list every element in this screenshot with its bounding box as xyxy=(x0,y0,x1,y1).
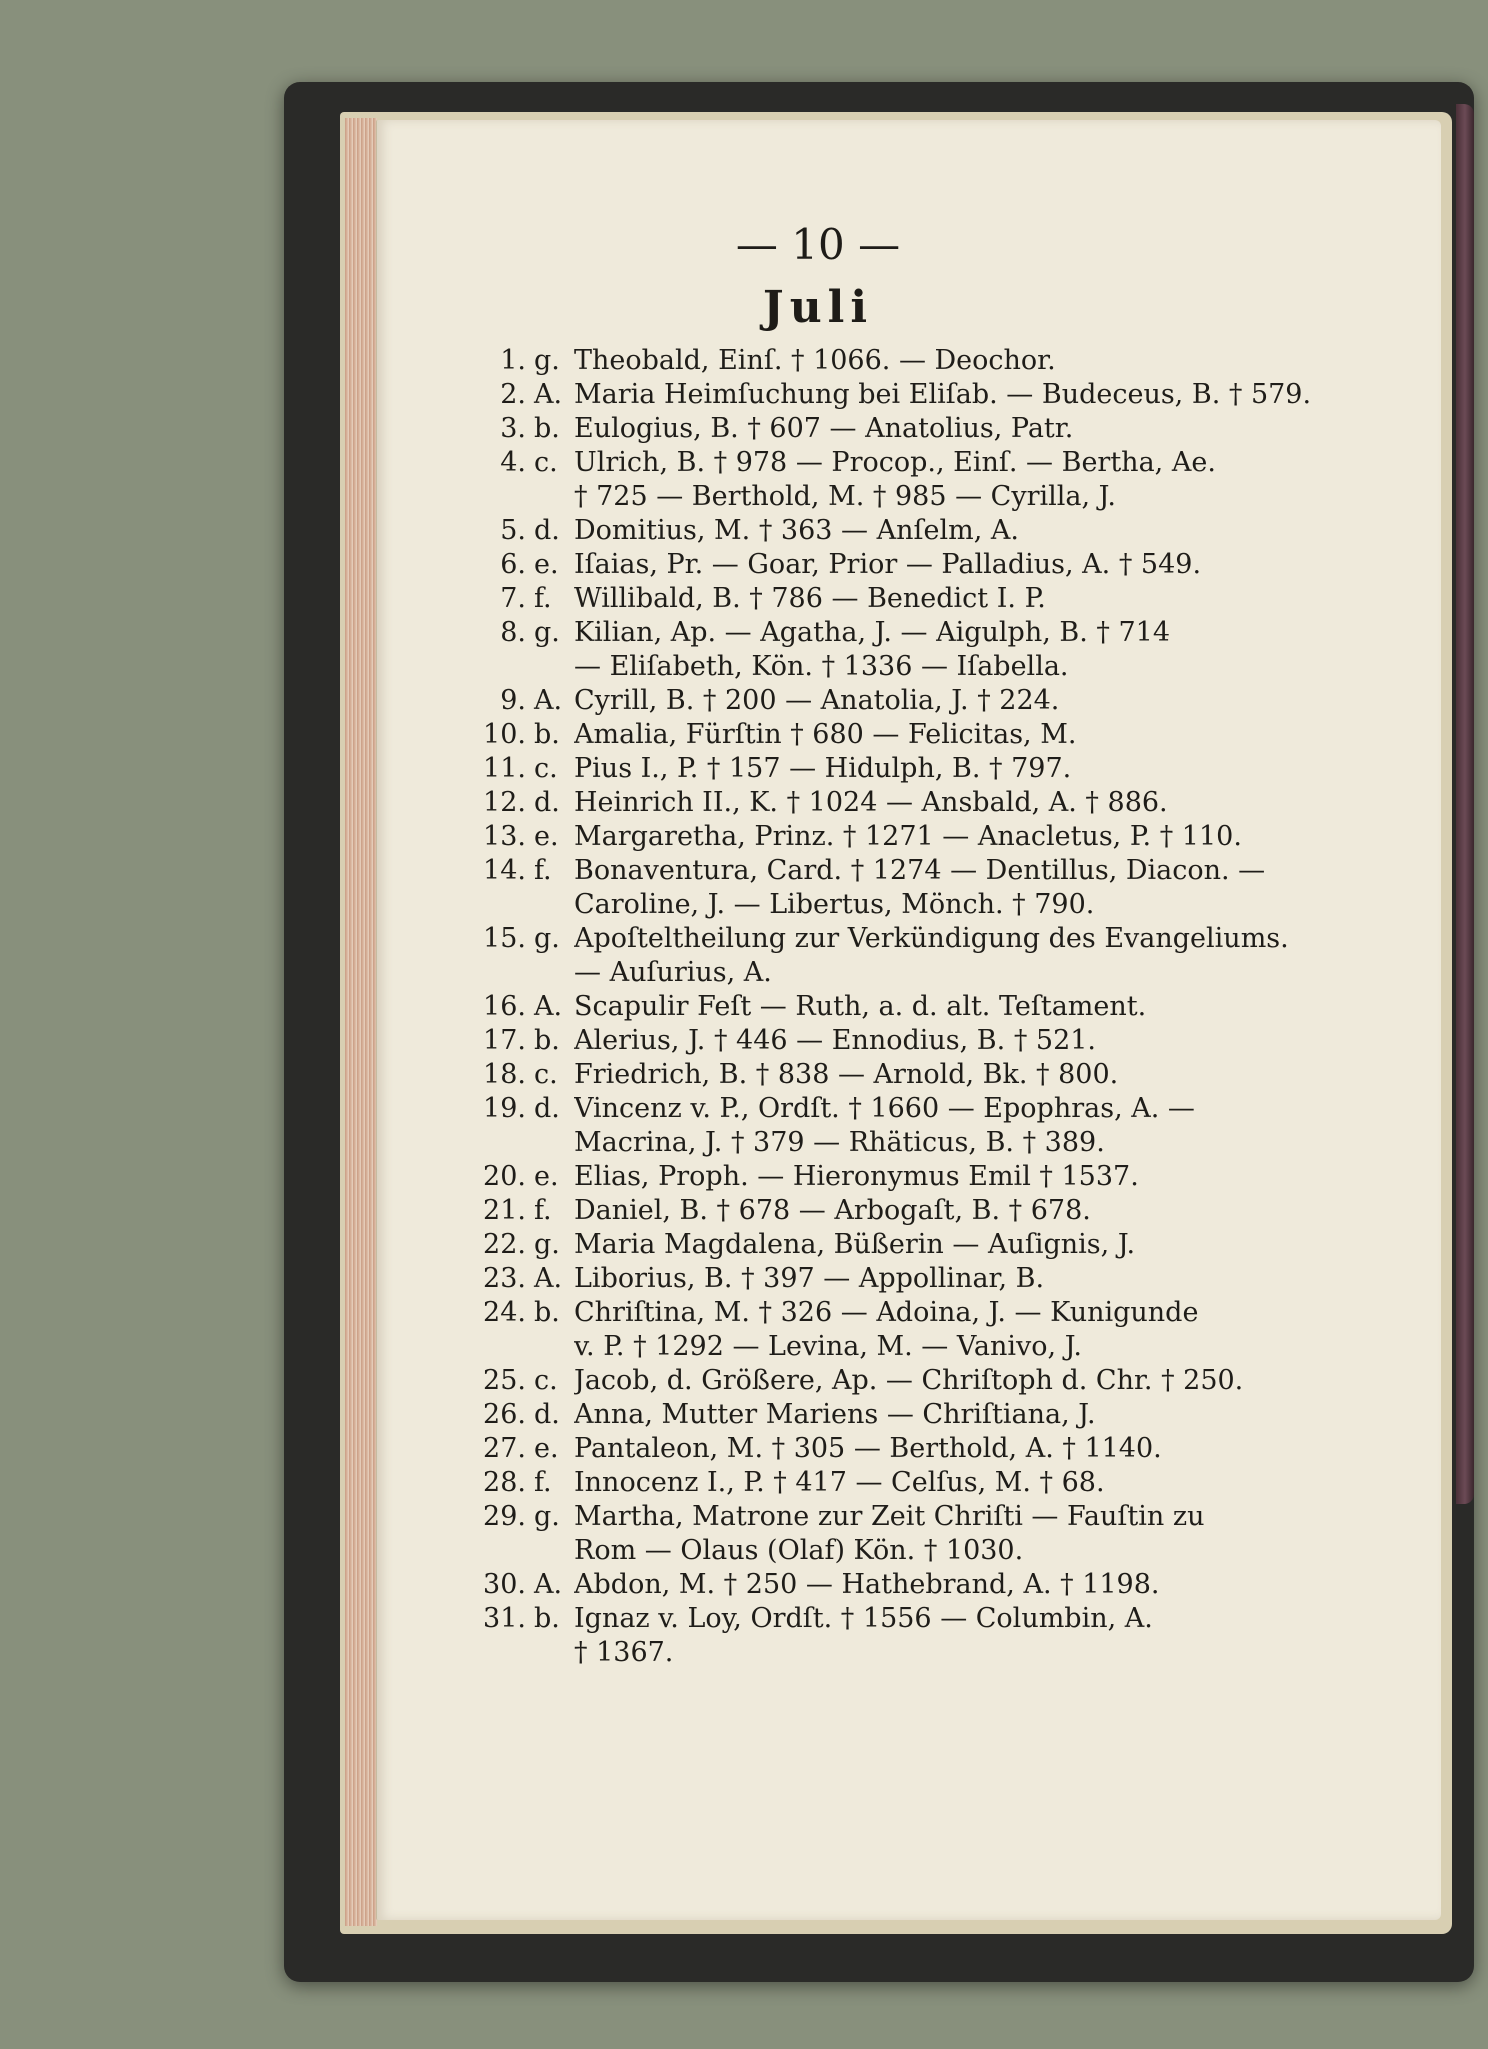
entry-day-number: 25. xyxy=(483,1365,526,1396)
entry-text: Pius I., P. † 157 — Hidulph, B. † 797. xyxy=(574,753,1072,784)
entry-text: v. P. † 1292 — Levina, M. — Vanivo, J. xyxy=(574,1331,1083,1362)
entry-text: Kilian, Ap. — Agatha, J. — Aigulph, B. † 714 xyxy=(574,617,1171,648)
page-number: — 10 — xyxy=(735,220,901,269)
entry-dominical-letter: c. xyxy=(534,447,558,478)
calendar-entry xyxy=(476,1432,1376,1466)
calendar-entry-continuation xyxy=(476,1330,1376,1364)
calendar-entry xyxy=(476,1568,1376,1602)
entry-text: Maria Heimſuchung bei Eliſab. — Budeceus, B. † 579. xyxy=(574,379,1312,410)
entry-dominical-letter: A. xyxy=(534,685,563,716)
entry-day-number: 1. xyxy=(500,345,526,376)
entry-dominical-letter: b. xyxy=(534,413,560,444)
entry-text: Alerius, J. † 446 — Ennodius, B. † 521. xyxy=(574,1025,1097,1056)
calendar-entry xyxy=(476,1602,1376,1636)
calendar-entry xyxy=(476,1058,1376,1092)
entry-dominical-letter: d. xyxy=(534,1399,560,1430)
entry-dominical-letter: d. xyxy=(534,787,560,818)
page-edges xyxy=(345,118,377,1926)
entry-dominical-letter: f. xyxy=(534,1467,552,1498)
calendar-entry xyxy=(476,718,1376,752)
entry-text: Willibald, B. † 786 — Benedict I. P. xyxy=(574,583,1046,614)
entry-dominical-letter: g. xyxy=(534,345,560,376)
entry-day-number: 15. xyxy=(483,923,526,954)
entry-text: Friedrich, B. † 838 — Arnold, Bk. † 800. xyxy=(574,1059,1119,1090)
entry-text: Vincenz v. P., Ordſt. † 1660 — Epophras, A. — xyxy=(574,1093,1195,1124)
calendar-entry xyxy=(476,1262,1376,1296)
calendar-entry xyxy=(476,1398,1376,1432)
calendar-entry xyxy=(476,1194,1376,1228)
calendar-entry xyxy=(476,514,1376,548)
entry-dominical-letter: g. xyxy=(534,1229,560,1260)
entry-day-number: 19. xyxy=(483,1093,526,1124)
entry-text: Elias, Proph. — Hieronymus Emil † 1537. xyxy=(574,1161,1139,1192)
calendar-entry xyxy=(476,548,1376,582)
calendar-entry xyxy=(476,990,1376,1024)
entry-day-number: 23. xyxy=(483,1263,526,1294)
entry-day-number: 26. xyxy=(483,1399,526,1430)
calendar-entry xyxy=(476,616,1376,650)
calendar-entry xyxy=(476,1364,1376,1398)
calendar-entry xyxy=(476,1466,1376,1500)
entry-day-number: 21. xyxy=(483,1195,526,1226)
calendar-entry xyxy=(476,378,1376,412)
calendar-entry-continuation xyxy=(476,956,1376,990)
calendar-entry xyxy=(476,1296,1376,1330)
entry-day-number: 14. xyxy=(483,855,526,886)
entry-day-number: 16. xyxy=(483,991,526,1022)
entry-dominical-letter: A. xyxy=(534,379,563,410)
entry-dominical-letter: c. xyxy=(534,1059,558,1090)
entry-text: Amalia, Fürſtin † 680 — Felicitas, M. xyxy=(574,719,1077,750)
entry-dominical-letter: g. xyxy=(534,1501,560,1532)
entry-day-number: 28. xyxy=(483,1467,526,1498)
entry-dominical-letter: b. xyxy=(534,719,560,750)
calendar-entry xyxy=(476,344,1376,378)
calendar-entry-continuation xyxy=(476,1126,1376,1160)
entry-text: † 1367. xyxy=(574,1637,674,1668)
entry-text: — Eliſabeth, Kön. † 1336 — Iſabella. xyxy=(574,651,1069,682)
calendar-entry-continuation xyxy=(476,480,1376,514)
entry-day-number: 8. xyxy=(500,617,526,648)
entry-day-number: 10. xyxy=(483,719,526,750)
entry-dominical-letter: e. xyxy=(534,549,559,580)
calendar-entry xyxy=(476,1160,1376,1194)
entry-dominical-letter: e. xyxy=(534,1161,559,1192)
entry-day-number: 17. xyxy=(483,1025,526,1056)
entry-text: Apoſteltheilung zur Verkündigung des Evangeliums. xyxy=(574,923,1289,954)
entry-day-number: 11. xyxy=(483,753,526,784)
entry-text: Eulogius, B. † 607 — Anatolius, Patr. xyxy=(574,413,1074,444)
calendar-entry-continuation xyxy=(476,650,1376,684)
entry-text: Margaretha, Prinz. † 1271 — Anacletus, P. † 110. xyxy=(574,821,1242,852)
entry-dominical-letter: g. xyxy=(534,617,560,648)
entry-dominical-letter: f. xyxy=(534,583,552,614)
entry-text: Domitius, M. † 363 — Anſelm, A. xyxy=(574,515,1019,546)
entry-day-number: 22. xyxy=(483,1229,526,1260)
calendar-entry-continuation xyxy=(476,888,1376,922)
entry-text: Jacob, d. Größere, Ap. — Chriſtoph d. Chr. † 250. xyxy=(574,1365,1244,1396)
calendar-entry xyxy=(476,412,1376,446)
entry-text: Bonaventura, Card. † 1274 — Dentillus, Diacon. — xyxy=(574,855,1266,886)
entry-dominical-letter: f. xyxy=(534,1195,552,1226)
entry-dominical-letter: A. xyxy=(534,1569,563,1600)
calendar-entry xyxy=(476,1228,1376,1262)
entry-text: Rom — Olaus (Olaf) Kön. † 1030. xyxy=(574,1535,1024,1566)
entry-text: — Auſurius, A. xyxy=(574,957,772,988)
calendar-entry xyxy=(476,684,1376,718)
calendar-entry xyxy=(476,582,1376,616)
entry-dominical-letter: A. xyxy=(534,991,563,1022)
calendar-entry xyxy=(476,1024,1376,1058)
entry-dominical-letter: c. xyxy=(534,1365,558,1396)
calendar-entry xyxy=(476,786,1376,820)
calendar-entry xyxy=(476,854,1376,888)
entry-day-number: 5. xyxy=(500,515,526,546)
entry-dominical-letter: d. xyxy=(534,1093,560,1124)
entry-day-number: 6. xyxy=(500,549,526,580)
entry-day-number: 4. xyxy=(500,447,526,478)
entry-day-number: 31. xyxy=(483,1603,526,1634)
entry-text: Macrina, J. † 379 — Rhäticus, B. † 389. xyxy=(574,1127,1105,1158)
entry-text: Abdon, M. † 250 — Hathebrand, A. † 1198. xyxy=(574,1569,1160,1600)
entry-text: Ignaz v. Loy, Ordſt. † 1556 — Columbin, A. xyxy=(574,1603,1153,1634)
entry-dominical-letter: e. xyxy=(534,1433,559,1464)
entry-text: Scapulir Feſt — Ruth, a. d. alt. Teſtament. xyxy=(574,991,1147,1022)
entry-text: Caroline, J. — Libertus, Mönch. † 790. xyxy=(574,889,1095,920)
entry-text: Anna, Mutter Mariens — Chriſtiana, J. xyxy=(574,1399,1096,1430)
entry-dominical-letter: A. xyxy=(534,1263,563,1294)
calendar-entry xyxy=(476,820,1376,854)
entry-day-number: 3. xyxy=(500,413,526,444)
entry-day-number: 27. xyxy=(483,1433,526,1464)
entry-day-number: 18. xyxy=(483,1059,526,1090)
entry-text: Liborius, B. † 397 — Appollinar, B. xyxy=(574,1263,1045,1294)
entry-text: Theobald, Einſ. † 1066. — Deochor. xyxy=(574,345,1056,376)
entry-day-number: 2. xyxy=(500,379,526,410)
entry-text: Iſaias, Pr. — Goar, Prior — Palladius, A. † 549. xyxy=(574,549,1202,580)
entry-text: Ulrich, B. † 978 — Procop., Einſ. — Bertha, Ae. xyxy=(574,447,1216,478)
calendar-entry xyxy=(476,1092,1376,1126)
calendar-entry xyxy=(476,752,1376,786)
entry-dominical-letter: b. xyxy=(534,1025,560,1056)
entry-dominical-letter: b. xyxy=(534,1297,560,1328)
entry-day-number: 7. xyxy=(500,583,526,614)
entry-day-number: 9. xyxy=(500,685,526,716)
calendar-entries xyxy=(476,344,1376,1670)
entry-text: Daniel, B. † 678 — Arbogaſt, B. † 678. xyxy=(574,1195,1091,1226)
entry-text: Chriſtina, M. † 326 — Adoina, J. — Kunigunde xyxy=(574,1297,1199,1328)
calendar-entry xyxy=(476,922,1376,956)
entry-day-number: 24. xyxy=(483,1297,526,1328)
calendar-entry-continuation xyxy=(476,1636,1376,1670)
month-title: Juli xyxy=(762,282,874,333)
entry-text: Cyrill, B. † 200 — Anatolia, J. † 224. xyxy=(574,685,1060,716)
calendar-entry-continuation xyxy=(476,1534,1376,1568)
entry-dominical-letter: b. xyxy=(534,1603,560,1634)
entry-text: † 725 — Berthold, M. † 985 — Cyrilla, J. xyxy=(574,481,1116,512)
entry-text: Pantaleon, M. † 305 — Berthold, A. † 1140. xyxy=(574,1433,1162,1464)
entry-day-number: 20. xyxy=(483,1161,526,1192)
entry-day-number: 13. xyxy=(483,821,526,852)
entry-dominical-letter: d. xyxy=(534,515,560,546)
entry-text: Maria Magdalena, Büßerin — Auſignis, J. xyxy=(574,1229,1136,1260)
entry-dominical-letter: c. xyxy=(534,753,558,784)
entry-text: Innocenz I., P. † 417 — Celſus, M. † 68. xyxy=(574,1467,1105,1498)
entry-dominical-letter: g. xyxy=(534,923,560,954)
entry-text: Martha, Matrone zur Zeit Chriſti — Fauſtin zu xyxy=(574,1501,1205,1532)
entry-dominical-letter: e. xyxy=(534,821,559,852)
entry-text: Heinrich II., K. † 1024 — Ansbald, A. † 886. xyxy=(574,787,1168,818)
calendar-entry xyxy=(476,1500,1376,1534)
calendar-entry xyxy=(476,446,1376,480)
entry-dominical-letter: f. xyxy=(534,855,552,886)
entry-day-number: 29. xyxy=(483,1501,526,1532)
entry-day-number: 12. xyxy=(483,787,526,818)
entry-day-number: 30. xyxy=(483,1569,526,1600)
